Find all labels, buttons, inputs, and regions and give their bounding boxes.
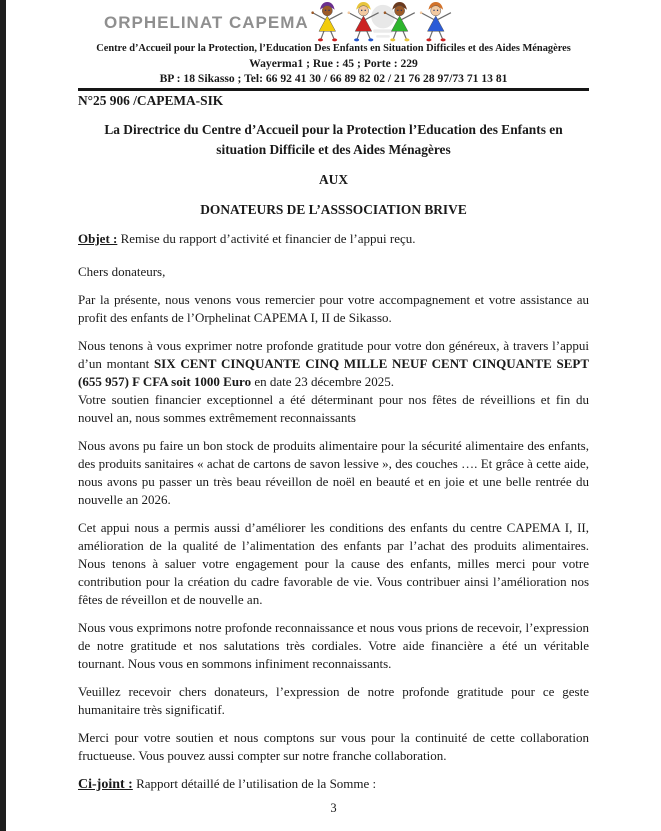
org-contact: BP : 18 Sikasso ; Tel: 66 92 41 30 / 66 89 82 02 / 21 76 28 97/73 71 13 81 [159, 72, 508, 85]
object-text: Remise du rapport d’activité et financier de l’appui reçu. [117, 231, 416, 246]
paragraph-2-pre: Nous tenons à vous exprimer notre profonde gratitude pour votre don généreux, à travers l’appui d’un montant [78, 338, 589, 371]
paragraph-4: Cet appui nous a permis aussi d’améliorer les conditions des enfants du centre CAPEMA I, II, amélioration de la qualité de l’alimentation des enfants par l’achat des produits alimentaires. Nous tenons à saluer votre engagement pour la cause des enfants, milles merci pour votre contribution pour la création du cadre favorable de vie. Vous contribuer ainsi l’amélioration nos fêtes de réveillon et de nouvelle an. [78, 520, 589, 607]
attachment-line [78, 775, 589, 794]
letterhead [78, 0, 589, 42]
watermark [371, 5, 394, 38]
children-holding-hands-logo [309, 0, 457, 43]
logo-child-1 [311, 2, 342, 41]
attachment-text: Rapport détaillé de l’utilisation de la Somme : [132, 776, 377, 791]
paragraph-6: Veuillez recevoir chers donateurs, l’expression de notre profonde gratitude pour ce geste humanitaire très significatif. [78, 684, 589, 717]
paragraph-1: Par la présente, nous venons vous remercier pour votre accompagnement et votre assistance au profit des enfants de l’Orphelinat CAPEMA I, II de Sikasso. [78, 292, 589, 325]
paragraph-2-continuation: Votre soutien financier exceptionnel a été déterminant pour nos fêtes de réveillions et fin du nouvel an, nous sommes extrêmement reconnaissants [78, 392, 589, 425]
paragraph-2 [78, 337, 589, 427]
scan-edge-artifact [0, 0, 6, 831]
paragraph-5: Nous vous exprimons notre profonde reconnaissance et nous vous prions de recevoir, l’expression de notre gratitude et nos salutations très cordiales. Votre aide financière a été un véritable tournant. Nous vous en sommons infiniment reconnaissants. [78, 620, 589, 671]
paragraph-3: Nous avons pu faire un bon stock de produits alimentaire pour la sécurité alimentaire des enfants, des produits sanitaires « achat de cartons de savon lessive », des couches …. Et grâce à cette aide, nous avons pu passer un très beau réveillon de noël en beauté et en joie et une belle rentrée du nouvelle an 2026. [78, 438, 589, 507]
org-subtitle: Centre d’Accueil pour la Protection, l’Education Des Enfants en Situation Difficiles et des Aides Ménagères [96, 43, 571, 54]
paragraph-2-amount: SIX CENT CINQUANTE CINQ MILLE NEUF CENT CINQUANTE SEPT (655 957) F CFA soit 1000 Euro [78, 356, 589, 389]
recipient-aux: AUX [318, 172, 348, 187]
letter-page [78, 0, 589, 816]
recipient-title: La Directrice du Centre d’Accueil pour la Protection l’Education des Enfants en situation Difficile et des Aides Ménagères [104, 122, 563, 157]
header-rule [78, 88, 589, 91]
object-label: Objet : [78, 231, 118, 246]
recipient-donors: DONATEURS DE L’ASSSOCIATION BRIVE [200, 202, 467, 217]
attachment-label: Ci-joint : [78, 777, 133, 792]
page-number: 3 [330, 801, 337, 815]
logo-child-4 [420, 2, 451, 41]
paragraph-2-post: en date 23 décembre 2025. [251, 374, 395, 389]
org-name: ORPHELINAT CAPEMA [104, 13, 309, 32]
paragraph-7: Merci pour votre soutien et nous comptons sur vous pour la continuité de cette collaboration fructueuse. Vous pouvez aussi compter sur notre franche collaboration. [78, 730, 589, 763]
salutation: Chers donateurs, [78, 264, 166, 279]
object-line [78, 230, 589, 248]
org-address: Wayerma1 ; Rue : 45 ; Porte : 229 [249, 57, 418, 70]
reference-number: N°25 906 /CAPEMA-SIK [78, 93, 224, 108]
